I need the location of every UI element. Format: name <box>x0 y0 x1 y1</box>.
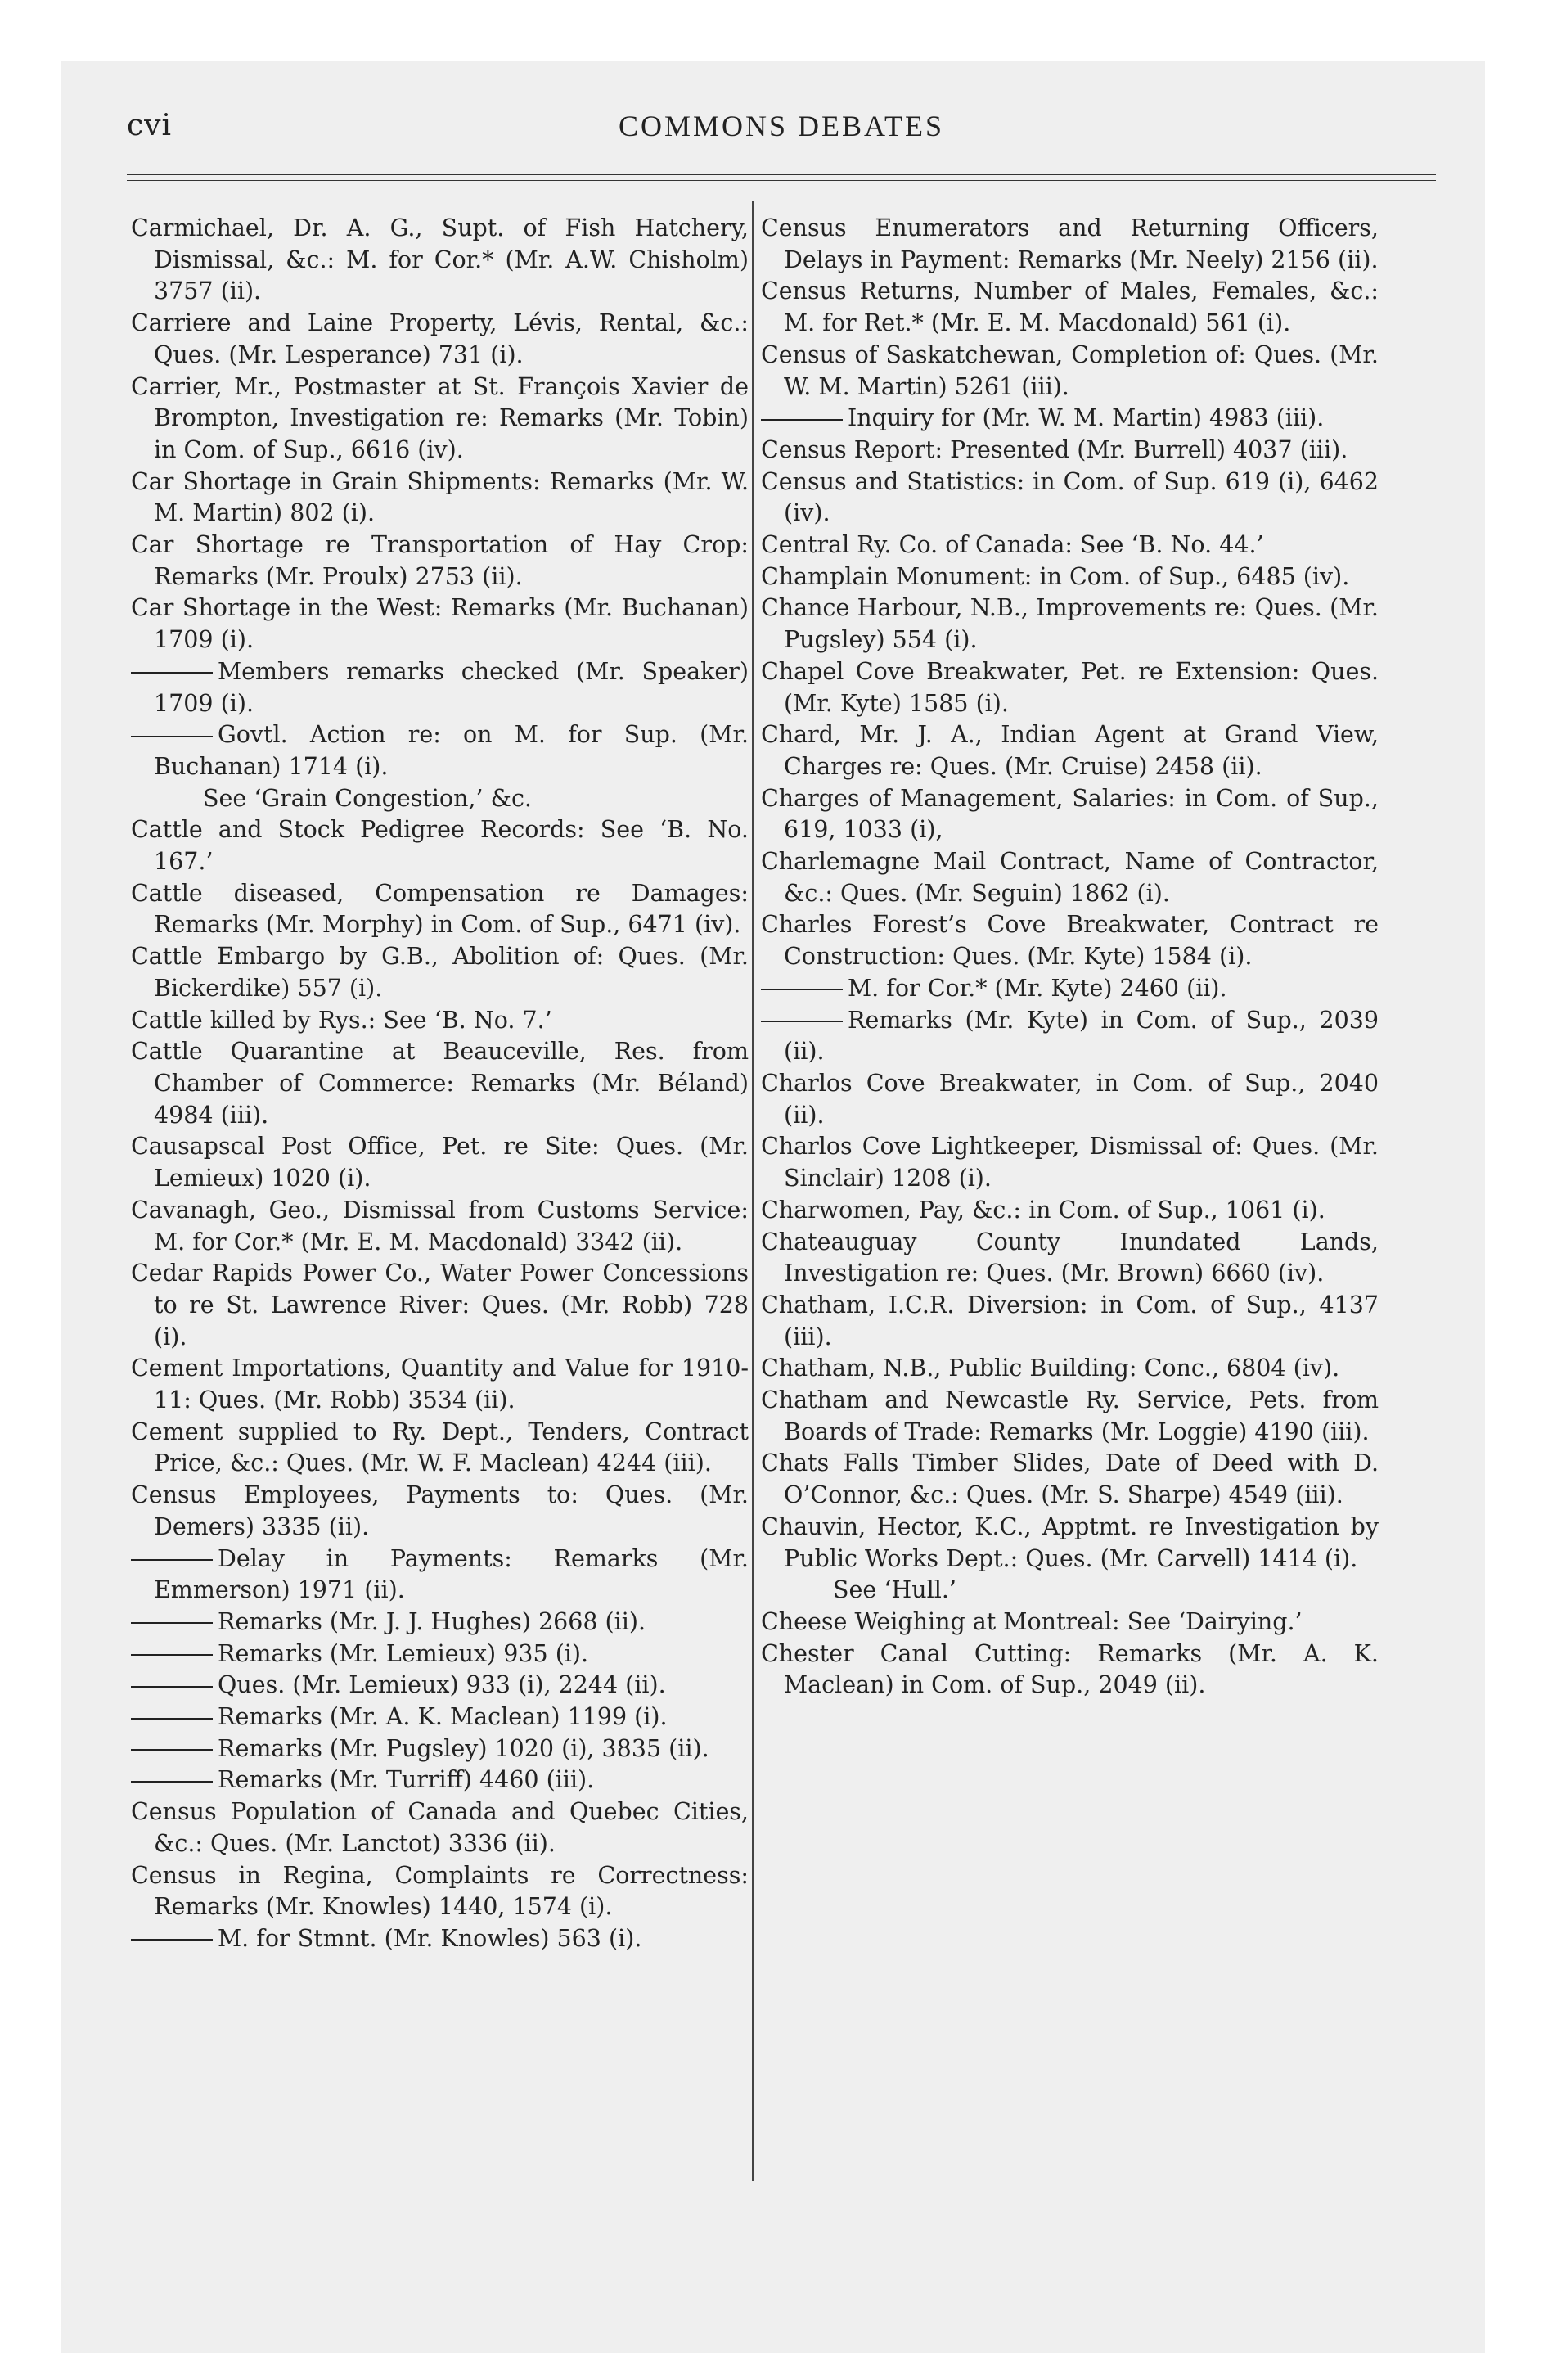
index-entry <box>131 372 749 467</box>
index-subentry <box>131 656 749 719</box>
index-entry <box>761 719 1379 782</box>
index-entry <box>761 1639 1379 1702</box>
entry-text: Remarks (Mr. Kyte) in Com. of Sup., 2039 (ii). <box>784 1006 1379 1066</box>
entry-text: Census Enumerators and Returning Officers, Delays in Payment: Remarks (Mr. Neely) 2156 (ii). <box>761 214 1379 273</box>
ditto-dash <box>131 1718 213 1720</box>
index-see-reference <box>131 783 749 815</box>
entry-text: See ‘Grain Congestion,’ &c. <box>203 784 532 812</box>
entry-text: Census and Statistics: in Com. of Sup. 619 (i), 6462 (iv). <box>761 467 1379 527</box>
index-entry <box>131 1131 749 1194</box>
index-entry <box>761 783 1379 846</box>
index-entry <box>761 340 1379 403</box>
index-entry <box>761 1068 1379 1131</box>
entry-text: Census in Regina, Complaints re Correctness: Remarks (Mr. Knowles) 1440, 1574 (i). <box>131 1861 749 1921</box>
entry-text: Charges of Management, Salaries: in Com. of Sup., 619, 1033 (i), <box>761 784 1379 844</box>
entry-text: Chats Falls Timber Slides, Date of Deed with D. O’Connor, &c.: Ques. (Mr. S. Sharpe) 4549 (iii). <box>761 1449 1379 1509</box>
index-entry <box>761 276 1379 339</box>
entry-text: Chard, Mr. J. A., Indian Agent at Grand View, Charges re: Ques. (Mr. Cruise) 2458 (ii). <box>761 721 1379 780</box>
ditto-dash <box>761 1021 843 1022</box>
entry-text: Car Shortage in Grain Shipments: Remarks (Mr. W. M. Martin) 802 (i). <box>131 467 749 527</box>
entry-text: Champlain Monument: in Com. of Sup., 6485 (iv). <box>761 562 1350 590</box>
entry-text: Inquiry for (Mr. W. M. Martin) 4983 (iii). <box>848 404 1325 432</box>
entry-text: Remarks (Mr. A. K. Maclean) 1199 (i). <box>218 1703 668 1731</box>
page-number: cvi <box>127 109 173 142</box>
entry-text: M. for Stmnt. (Mr. Knowles) 563 (i). <box>218 1924 642 1952</box>
entry-text: Cattle Embargo by G.B., Abolition of: Ques. (Mr. Bickerdike) 557 (i). <box>131 943 749 1002</box>
entry-text: Census Population of Canada and Quebec Cities, &c.: Ques. (Mr. Lanctot) 3336 (ii). <box>131 1798 749 1857</box>
entry-text: Chester Canal Cutting: Remarks (Mr. A. K. Maclean) in Com. of Sup., 2049 (ii). <box>761 1639 1379 1699</box>
index-entry <box>761 213 1379 276</box>
ditto-dash <box>131 1559 213 1561</box>
entry-text: Chateauguay County Inundated Lands, Investigation re: Ques. (Mr. Brown) 6660 (iv). <box>761 1228 1379 1287</box>
entry-text: Remarks (Mr. Lemieux) 935 (i). <box>218 1639 589 1667</box>
index-entry <box>761 561 1379 593</box>
entry-text: Remarks (Mr. J. J. Hughes) 2668 (ii). <box>218 1607 646 1635</box>
index-entry <box>761 846 1379 909</box>
entry-text: Chatham, N.B., Public Building: Conc., 6804 (iv). <box>761 1355 1340 1382</box>
index-entry <box>761 1353 1379 1385</box>
entry-text: Cattle and Stock Pedigree Records: See ‘B. No. 167.’ <box>131 816 749 876</box>
entry-text: See ‘Hull.’ <box>833 1576 956 1604</box>
index-entry <box>761 593 1379 656</box>
index-entry <box>761 530 1379 561</box>
entry-text: Chapel Cove Breakwater, Pet. re Extension: Ques. (Mr. Kyte) 1585 (i). <box>761 657 1379 717</box>
entry-text: M. for Cor.* (Mr. Kyte) 2460 (ii). <box>848 974 1227 1002</box>
index-entry <box>131 467 749 530</box>
index-entry <box>131 941 749 1004</box>
entry-text: Remarks (Mr. Turriff) 4460 (iii). <box>218 1766 595 1794</box>
index-entry <box>131 814 749 877</box>
entry-text: Members remarks checked (Mr. Speaker) 1709 (i). <box>154 657 749 717</box>
index-entry <box>761 656 1379 719</box>
entry-text: Cattle killed by Rys.: See ‘B. No. 7.’ <box>131 1006 552 1034</box>
index-entry <box>131 1860 749 1923</box>
ditto-dash <box>761 989 843 990</box>
index-entry <box>761 1385 1379 1448</box>
entry-text: Delay in Payments: Remarks (Mr. Emmerson) 1971 (ii). <box>154 1544 749 1604</box>
index-subentry <box>131 1670 749 1702</box>
page-title: COMMONS DEBATES <box>618 110 945 142</box>
entry-text: Census Returns, Number of Males, Females, &c.: M. for Ret.* (Mr. E. M. Macdonald) 561 (i). <box>761 277 1379 337</box>
ditto-dash <box>761 419 843 421</box>
page-header <box>127 109 1436 150</box>
index-entry <box>131 1353 749 1416</box>
index-entry <box>761 909 1379 972</box>
index-entry <box>131 530 749 593</box>
ditto-dash <box>131 1939 213 1941</box>
index-see-reference <box>761 1575 1379 1607</box>
left-column <box>131 213 749 1955</box>
index-entry <box>761 467 1379 530</box>
index-entry <box>131 1258 749 1353</box>
entry-text: Census Report: Presented (Mr. Burrell) 4037 (iii). <box>761 435 1348 463</box>
entry-text: Cement Importations, Quantity and Value for 1910-11: Ques. (Mr. Robb) 3534 (ii). <box>131 1355 749 1414</box>
entry-text: Ques. (Mr. Lemieux) 933 (i), 2244 (ii). <box>218 1671 666 1699</box>
index-entry <box>131 1005 749 1037</box>
index-subentry <box>761 1005 1379 1068</box>
entry-text: Carriere and Laine Property, Lévis, Rental, &c.: Ques. (Mr. Lesperance) 731 (i). <box>131 309 749 368</box>
index-entry <box>131 878 749 941</box>
entry-text: Charlemagne Mail Contract, Name of Contractor, &c.: Ques. (Mr. Seguin) 1862 (i). <box>761 848 1379 907</box>
index-entry <box>761 435 1379 467</box>
entry-text: Car Shortage in the West: Remarks (Mr. Buchanan) 1709 (i). <box>131 594 749 654</box>
index-subentry <box>131 1923 749 1955</box>
entry-text: Cedar Rapids Power Co., Water Power Concessions to re St. Lawrence River: Ques. (Mr. Robb) 728 (i). <box>131 1260 749 1350</box>
index-entry <box>131 1480 749 1543</box>
entry-text: Charwomen, Pay, &c.: in Com. of Sup., 1061 (i). <box>761 1196 1325 1224</box>
entry-text: Chauvin, Hector, K.C., Apptmt. re Investigation by Public Works Dept.: Ques. (Mr. Carvell) 1414 (i). <box>761 1512 1379 1572</box>
entry-text: Central Ry. Co. of Canada: See ‘B. No. 44.’ <box>761 531 1264 559</box>
scanned-page <box>61 61 1485 2353</box>
entry-text: Car Shortage re Transportation of Hay Crop: Remarks (Mr. Proulx) 2753 (ii). <box>131 531 749 590</box>
index-subentry <box>131 719 749 782</box>
entry-text: Govtl. Action re: on M. for Sup. (Mr. Buchanan) 1714 (i). <box>154 721 749 780</box>
ditto-dash <box>131 1654 213 1656</box>
index-subentry <box>761 973 1379 1005</box>
entry-text: Causapscal Post Office, Pet. re Site: Ques. (Mr. Lemieux) 1020 (i). <box>131 1133 749 1192</box>
index-entry <box>131 593 749 656</box>
ditto-dash <box>131 1622 213 1624</box>
entry-text: Chance Harbour, N.B., Improvements re: Ques. (Mr. Pugsley) 554 (i). <box>761 594 1379 654</box>
ditto-dash <box>131 1781 213 1783</box>
right-column <box>761 213 1379 1702</box>
index-subentry <box>131 1639 749 1670</box>
index-entry <box>761 1607 1379 1639</box>
entry-text: Charlos Cove Breakwater, in Com. of Sup., 2040 (ii). <box>761 1069 1379 1129</box>
entry-text: Cement supplied to Ry. Dept., Tenders, Contract Price, &c.: Ques. (Mr. W. F. Maclean) 4244 (iii). <box>131 1418 749 1477</box>
entry-text: Cattle Quarantine at Beauceville, Res. from Chamber of Commerce: Remarks (Mr. Béland) 4984 (iii). <box>131 1038 749 1129</box>
index-entry <box>131 1036 749 1131</box>
index-entry <box>131 1417 749 1480</box>
entry-text: Cheese Weighing at Montreal: See ‘Dairying.’ <box>761 1607 1303 1635</box>
entry-text: Carmichael, Dr. A. G., Supt. of Fish Hatchery, Dismissal, &c.: M. for Cor.* (Mr. A.W. Chisholm) 3757 (ii). <box>131 214 749 305</box>
entry-text: Carrier, Mr., Postmaster at St. François Xavier de Brompton, Investigation re: Remarks (Mr. Tobin) in Com. of Sup., 6616 (iv). <box>131 372 749 463</box>
index-subentry <box>131 1544 749 1607</box>
index-entry <box>131 308 749 371</box>
entry-text: Charles Forest’s Cove Breakwater, Contract re Construction: Ques. (Mr. Kyte) 1584 (i). <box>761 911 1379 971</box>
index-entry <box>761 1131 1379 1194</box>
entry-text: Census of Saskatchewan, Completion of: Ques. (Mr. W. M. Martin) 5261 (iii). <box>761 340 1379 400</box>
entry-text: Cavanagh, Geo., Dismissal from Customs Service: M. for Cor.* (Mr. E. M. Macdonald) 3342 (ii). <box>131 1196 749 1255</box>
entry-text: Cattle diseased, Compensation re Damages: Remarks (Mr. Morphy) in Com. of Sup., 6471 (iv). <box>131 879 749 939</box>
index-entry <box>131 1796 749 1859</box>
entry-text: Charlos Cove Lightkeeper, Dismissal of: Ques. (Mr. Sinclair) 1208 (i). <box>761 1133 1379 1192</box>
entry-text: Chatham, I.C.R. Diversion: in Com. of Sup., 4137 (iii). <box>761 1291 1379 1350</box>
ditto-dash <box>131 1686 213 1688</box>
header-rule <box>127 174 1436 181</box>
index-entry <box>131 1195 749 1258</box>
index-subentry <box>131 1607 749 1639</box>
index-subentry <box>131 1733 749 1765</box>
index-subentry <box>131 1702 749 1733</box>
index-entry <box>761 1227 1379 1290</box>
index-entry <box>761 1448 1379 1511</box>
entry-text: Remarks (Mr. Pugsley) 1020 (i), 3835 (ii). <box>218 1734 709 1762</box>
index-entry <box>131 213 749 308</box>
entry-text: Census Employees, Payments to: Ques. (Mr. Demers) 3335 (ii). <box>131 1481 749 1540</box>
index-subentry <box>761 403 1379 435</box>
ditto-dash <box>131 736 213 737</box>
index-entry <box>761 1290 1379 1353</box>
index-entry <box>761 1512 1379 1575</box>
ditto-dash <box>131 1749 213 1751</box>
index-subentry <box>131 1765 749 1796</box>
entry-text: Chatham and Newcastle Ry. Service, Pets. from Boards of Trade: Remarks (Mr. Loggie) 4190 (iii). <box>761 1386 1379 1445</box>
index-entry <box>761 1195 1379 1227</box>
column-divider <box>752 201 754 2181</box>
ditto-dash <box>131 672 213 674</box>
